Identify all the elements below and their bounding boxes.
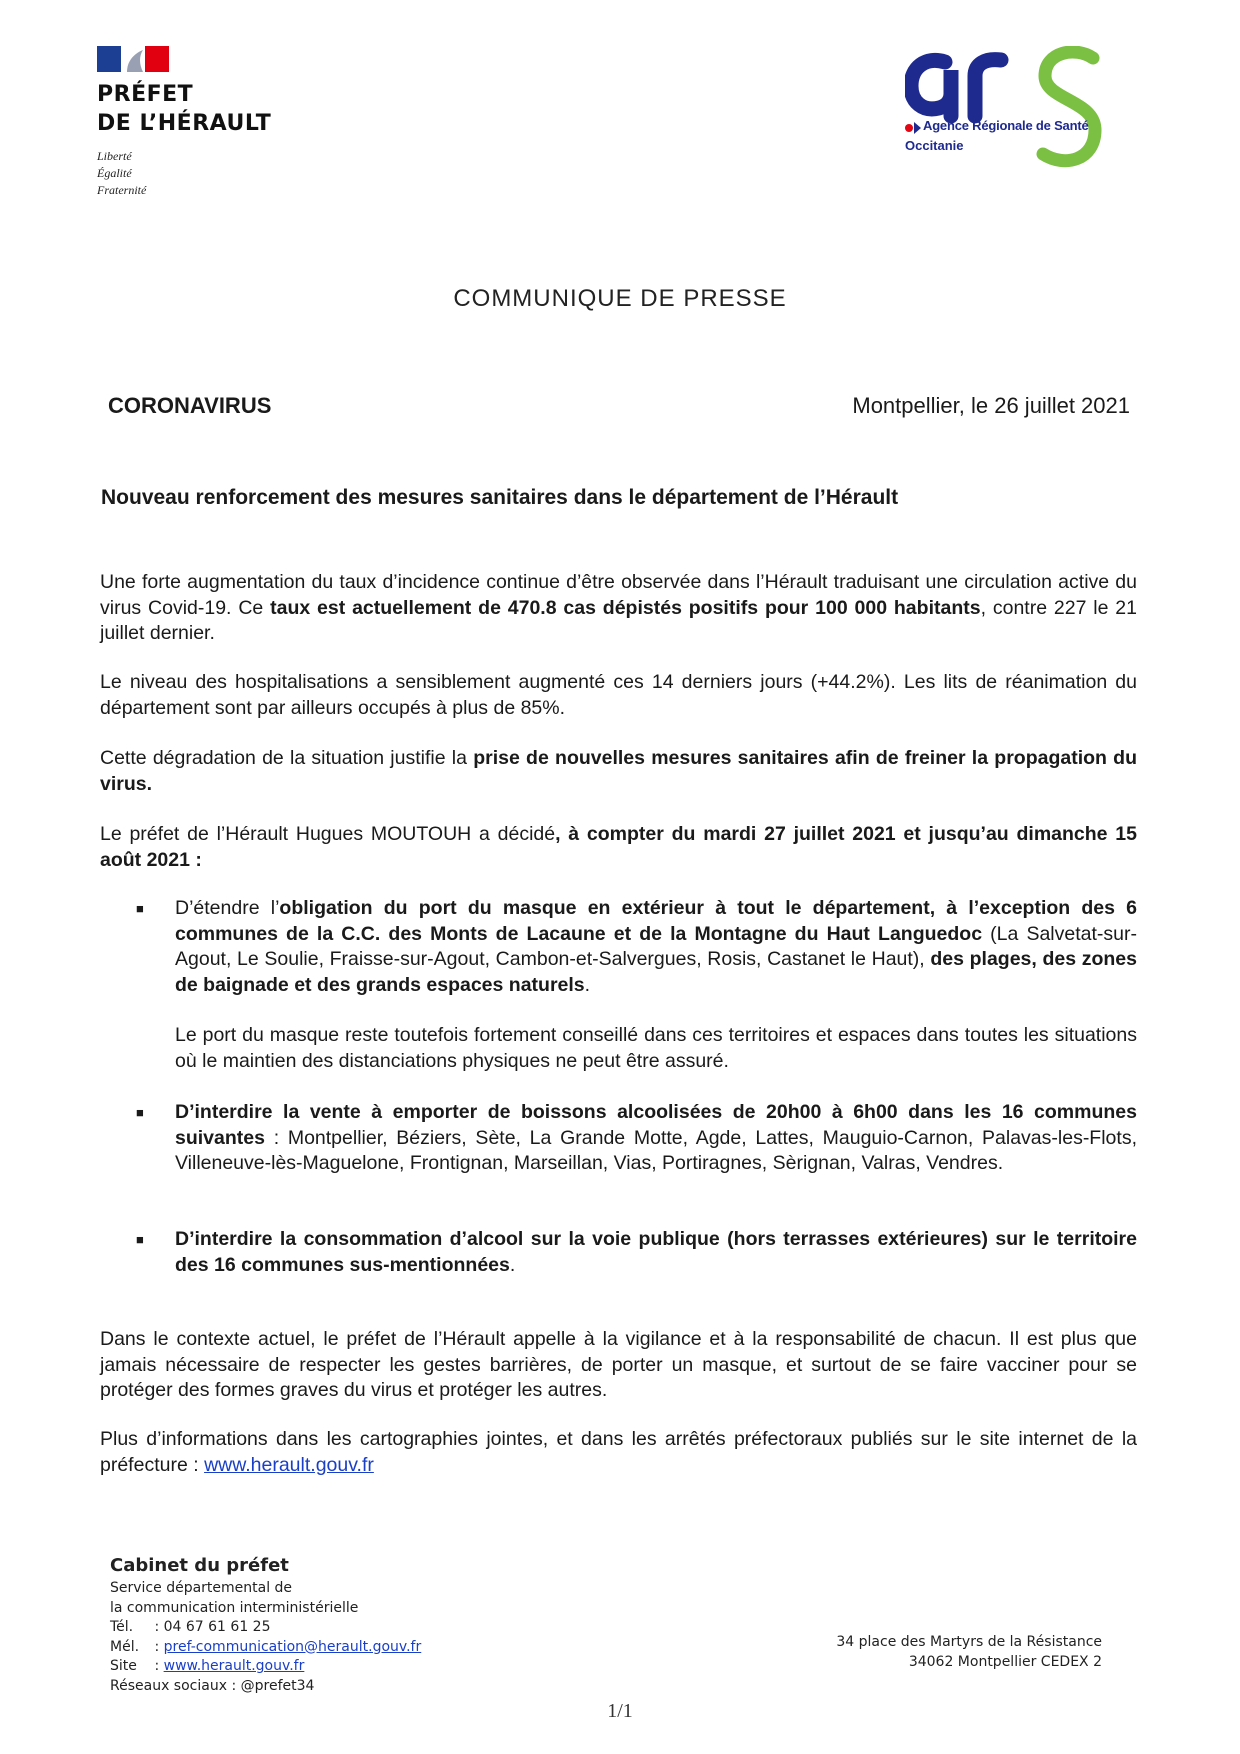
marianne-flag-icon: [97, 46, 169, 72]
paragraph-justification: [100, 746, 1137, 797]
b3-text-bold: D’interdire la consommation d’alcool sur la voie publique (hors terrasses extérieures) sur le territoire des 16 communes sus-mentionnées: [175, 1228, 1137, 1276]
list-item: [100, 896, 1137, 998]
ars-logo: [905, 46, 1135, 176]
p6-text-a: Plus d’informations dans les cartographies jointes, et dans les arrêtés préfectoraux publiés sur le site internet de la préfecture :: [100, 1428, 1137, 1476]
p1-text-bold: taux est actuellement de 470.8 cas dépistés positifs pour 100 000 habitants: [270, 596, 981, 619]
cabinet-title: Cabinet du préfet: [110, 1555, 289, 1576]
social-line: [110, 1677, 421, 1697]
paragraph-decision: [100, 822, 1137, 873]
bullet-square-icon: ■: [136, 1105, 144, 1120]
prefecture-website-link[interactable]: www.herault.gouv.fr: [204, 1453, 374, 1476]
motto-egalite: Égalité: [97, 166, 132, 180]
prefet-name-line2: DE L’HÉRAULT: [97, 111, 272, 136]
ars-agency-name: Agence Régionale de Santé: [923, 118, 1089, 133]
p3-text-a: Cette dégradation de la situation justifie la: [100, 747, 474, 769]
prefet-name: [97, 80, 327, 138]
phone-number: : 04 67 61 61 25: [150, 1619, 271, 1635]
phone-line: [110, 1618, 421, 1638]
p1-text-c: , contre 227 le 21 juillet dernier.: [100, 596, 1138, 644]
p4-text-a: Le préfet de l’Hérault Hugues MOUTOUH a décidé: [100, 823, 556, 845]
list-item: [100, 1227, 1137, 1278]
contact-block: [110, 1553, 421, 1696]
site-label: Site: [110, 1658, 137, 1674]
bullet-square-icon: ■: [136, 901, 144, 916]
email-line: Mél. : pref-communication@herault.gouv.fr: [110, 1638, 421, 1658]
b1-note-text: Le port du masque reste toutefois fortement conseillé dans ces territoires et espaces dans toutes les situations où le maintien des distanciations physiques ne peut être assuré.: [175, 1024, 1137, 1072]
page-number: 1/1: [607, 1700, 633, 1722]
b1-text-a: D’étendre l’: [175, 897, 280, 919]
service-line1: Service départemental de: [110, 1580, 293, 1596]
email-link[interactable]: pref-communication@herault.gouv.fr: [163, 1638, 422, 1655]
topic-label: CORONAVIRUS: [108, 393, 272, 418]
motto-liberte: Liberté: [97, 149, 132, 163]
site-link[interactable]: www.herault.gouv.fr: [163, 1658, 305, 1674]
social-handle: : @prefet34: [227, 1677, 315, 1694]
ars-region-name: Occitanie: [905, 138, 964, 153]
prefet-logo: [97, 46, 327, 199]
b3-text-b: .: [509, 1253, 516, 1276]
address-line1: 34 place des Martyrs de la Résistance: [836, 1634, 1102, 1650]
service-line2: la communication interministérielle: [110, 1599, 359, 1616]
document-type-title: COMMUNIQUE DE PRESSE: [453, 285, 787, 312]
ars-arrow-icon: [905, 121, 921, 135]
phone-label: Tél.: [110, 1619, 134, 1635]
republic-motto: [97, 148, 327, 199]
paragraph-hospitalisations: Le niveau des hospitalisations a sensiblement augmenté ces 14 derniers jours (+44.2%). Les lits de réanimation du département sont par ailleurs occupés à plus de 85%.: [100, 671, 1137, 719]
site-line: Site : www.herault.gouv.fr: [110, 1657, 421, 1677]
motto-fraternite: Fraternité: [97, 183, 147, 197]
b2-text-b: : Montpellier, Béziers, Sète, La Grande Motte, Agde, Lattes, Mauguio-Carnon, Palavas-les-Flots, Villeneuve-lès-Maguelone, Frontignan, Marseillan, Vias, Portiragnes, Sèrignan, Valras, Vendres.: [175, 1126, 1137, 1174]
b1-text-e: .: [584, 973, 591, 996]
postal-address: [836, 1632, 1102, 1672]
bullet-square-icon: ■: [136, 1232, 144, 1247]
press-release-headline: Nouveau renforcement des mesures sanitaires dans le département de l’Hérault: [101, 486, 899, 509]
prefet-name-line1: PRÉFET: [97, 82, 194, 107]
ars-logo-mark: [905, 46, 1135, 176]
social-label: Réseaux sociaux: [110, 1677, 227, 1694]
paragraph-more-info: [100, 1427, 1137, 1478]
list-item-note: [100, 1023, 1137, 1074]
dateline: Montpellier, le 26 juillet 2021: [852, 393, 1130, 418]
b1-text-bold: obligation du port du masque en extérieur à tout le département, à l’exception des 6 communes de la C.C. des Monts de Lacaune et de la Montagne du Haut Languedoc: [175, 897, 1137, 945]
b2-text-bold: D’interdire la vente à emporter de boissons alcoolisées de 20h00 à 6h00 dans les 16 communes suivantes: [175, 1101, 1137, 1149]
email-label: Mél.: [110, 1638, 140, 1655]
paragraph-incidence: [100, 570, 1137, 647]
b1-text-c: (La Salvetat-sur-Agout, Le Soulie, Fraisse-sur-Agout, Cambon-et-Salvergues, Rosis, Castanet le Haut),: [175, 922, 1137, 970]
paragraph-vigilance: Dans le contexte actuel, le préfet de l’Hérault appelle à la vigilance et à la responsabilité de chacun. Il est plus que jamais nécessaire de respecter les gestes barrières, de porter un masque, et surtout de se faire vacciner pour se protéger des formes graves du virus et protéger les autres.: [100, 1328, 1137, 1401]
p4-text-bold: , à compter du mardi 27 juillet 2021 et jusqu’au dimanche 15 août 2021 :: [100, 823, 1137, 871]
p3-text-bold: prise de nouvelles mesures sanitaires afin de freiner la propagation du virus.: [100, 747, 1137, 795]
address-line2: 34062 Montpellier CEDEX 2: [908, 1654, 1102, 1670]
list-item: [100, 1100, 1137, 1177]
p1-text-a: Une forte augmentation du taux d’incidence continue d’être observée dans l’Hérault traduisant une circulation active du virus Covid-19. Ce: [100, 571, 1137, 619]
b1-text-bold-2: des plages, des zones de baignade et des grands espaces naturels: [175, 948, 1137, 996]
